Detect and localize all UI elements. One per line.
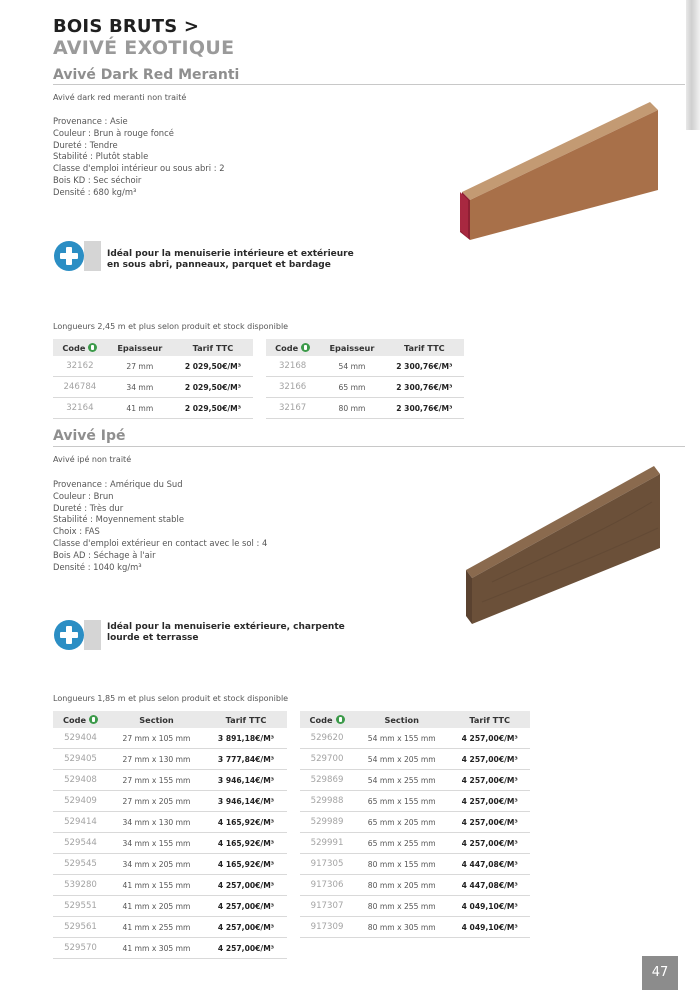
- property-line: Provenance : Amérique du Sud: [53, 479, 183, 489]
- table-row: 529700 54 mm x 205 mm 4 257,00€/M³: [300, 749, 530, 770]
- table-row: 529570 41 mm x 305 mm 4 257,00€/M³: [53, 938, 287, 959]
- eco-leaf-icon: [89, 715, 98, 724]
- column-header-section: Section: [354, 711, 449, 728]
- property-line: Choix : FAS: [53, 526, 100, 537]
- property-line: Bois AD : Séchage à l'air: [53, 549, 156, 560]
- property-line: Couleur : Brun: [53, 490, 114, 501]
- table-row: 529620 54 mm x 155 mm 4 257,00€/M³: [300, 728, 530, 749]
- column-header-section: Section: [108, 711, 205, 728]
- table-row: 529404 27 mm x 105 mm 3 891,18€/M³: [53, 728, 287, 749]
- property-line: Densité : 680 kg/m³: [53, 186, 137, 197]
- table-row: 917307 80 mm x 255 mm 4 049,10€/M³: [300, 896, 530, 917]
- table-row: 529988 65 mm x 155 mm 4 257,00€/M³: [300, 791, 530, 812]
- section-title-meranti: Avivé Dark Red Meranti: [53, 67, 240, 83]
- column-header-price: Tarif TTC: [173, 339, 253, 356]
- section-divider: [53, 446, 685, 447]
- table-row: 32168 54 mm 2 300,76€/M³: [266, 356, 464, 377]
- section-title-ipe: Avivé Ipé: [53, 428, 126, 444]
- price-table-ipe-2: [300, 711, 530, 938]
- properties-list-meranti: [53, 116, 225, 199]
- table-row: 32166 65 mm 2 300,76€/M³: [266, 377, 464, 398]
- column-header-code: Code: [53, 339, 107, 356]
- meranti-plank-image: [452, 100, 662, 250]
- column-header-code: Code: [266, 339, 319, 356]
- table-row: 32167 80 mm 2 300,76€/M³: [266, 398, 464, 419]
- plus-icon: [54, 620, 84, 650]
- property-line: Dureté : Tendre: [53, 139, 118, 150]
- eco-leaf-icon: [336, 715, 345, 724]
- table-row: 917309 80 mm x 305 mm 4 049,10€/M³: [300, 917, 530, 938]
- table-row: 529409 27 mm x 205 mm 3 946,14€/M³: [53, 791, 287, 812]
- column-header-price: Tarif TTC: [205, 711, 287, 728]
- table-row: 529869 54 mm x 255 mm 4 257,00€/M³: [300, 770, 530, 791]
- lengths-note-meranti: Longueurs 2,45 m et plus selon produit et stock disponible: [53, 322, 289, 331]
- table-row: 529405 27 mm x 130 mm 3 777,84€/M³: [53, 749, 287, 770]
- table-row: 917306 80 mm x 205 mm 4 447,08€/M³: [300, 875, 530, 896]
- table-row: 539280 41 mm x 155 mm 4 257,00€/M³: [53, 875, 287, 896]
- column-header-thickness: Epaisseur: [107, 339, 173, 356]
- plus-icon: [54, 241, 84, 271]
- column-header-code: Code: [300, 711, 354, 728]
- column-header-price: Tarif TTC: [385, 339, 464, 356]
- property-line: Stabilité : Moyennement stable: [53, 514, 184, 525]
- property-line: Densité : 1040 kg/m³: [53, 561, 142, 572]
- table-row: 32164 41 mm 2 029,50€/M³: [53, 398, 253, 419]
- section-divider: [53, 84, 685, 85]
- eco-leaf-icon: [88, 343, 97, 352]
- table-row: 529989 65 mm x 205 mm 4 257,00€/M³: [300, 812, 530, 833]
- section-subtitle-ipe: Avivé ipé non traité: [53, 455, 132, 464]
- page-title: BOIS BRUTS >: [53, 16, 200, 37]
- table-row: 32162 27 mm 2 029,50€/M³: [53, 356, 253, 377]
- column-header-code: Code: [53, 711, 108, 728]
- plus-icon-tab: [84, 241, 101, 271]
- price-table-ipe-1: [53, 711, 287, 959]
- property-line: Provenance : Asie: [53, 116, 128, 126]
- properties-list-ipe: [53, 479, 267, 573]
- page-number: 47: [642, 956, 678, 990]
- page-edge-decoration: [686, 0, 700, 130]
- table-row: 529545 34 mm x 205 mm 4 165,92€/M³: [53, 854, 287, 875]
- property-line: Bois KD : Sec séchoir: [53, 174, 142, 185]
- plus-icon-tab: [84, 620, 101, 650]
- table-row: 529408 27 mm x 155 mm 3 946,14€/M³: [53, 770, 287, 791]
- property-line: Dureté : Très dur: [53, 502, 124, 513]
- property-line: Classe d'emploi intérieur ou sous abri : 2: [53, 163, 225, 174]
- price-table-meranti-1: [53, 339, 253, 419]
- property-line: Classe d'emploi extérieur en contact avec le sol : 4: [53, 537, 268, 548]
- usage-note-ipe: Idéal pour la menuiserie extérieure, charpente lourde et terrasse: [107, 622, 345, 643]
- ipe-plank-image: [462, 462, 662, 632]
- table-row: 529991 65 mm x 255 mm 4 257,00€/M³: [300, 833, 530, 854]
- usage-note-meranti: Idéal pour la menuiserie intérieure et extérieure en sous abri, panneaux, parquet et bardage: [107, 249, 354, 270]
- price-table-meranti-2: [266, 339, 464, 419]
- column-header-price: Tarif TTC: [449, 711, 530, 728]
- section-subtitle-meranti: Avivé dark red meranti non traité: [53, 93, 187, 102]
- table-row: 529414 34 mm x 130 mm 4 165,92€/M³: [53, 812, 287, 833]
- table-row: 529561 41 mm x 255 mm 4 257,00€/M³: [53, 917, 287, 938]
- column-header-thickness: Epaisseur: [319, 339, 384, 356]
- table-row: 917305 80 mm x 155 mm 4 447,08€/M³: [300, 854, 530, 875]
- table-row: 529551 41 mm x 205 mm 4 257,00€/M³: [53, 896, 287, 917]
- table-row: 246784 34 mm 2 029,50€/M³: [53, 377, 253, 398]
- page-subtitle: AVIVÉ EXOTIQUE: [53, 37, 235, 59]
- property-line: Stabilité : Plutôt stable: [53, 151, 149, 162]
- eco-leaf-icon: [301, 343, 310, 352]
- property-line: Couleur : Brun à rouge foncé: [53, 127, 174, 138]
- table-row: 529544 34 mm x 155 mm 4 165,92€/M³: [53, 833, 287, 854]
- lengths-note-ipe: Longueurs 1,85 m et plus selon produit et stock disponible: [53, 694, 289, 703]
